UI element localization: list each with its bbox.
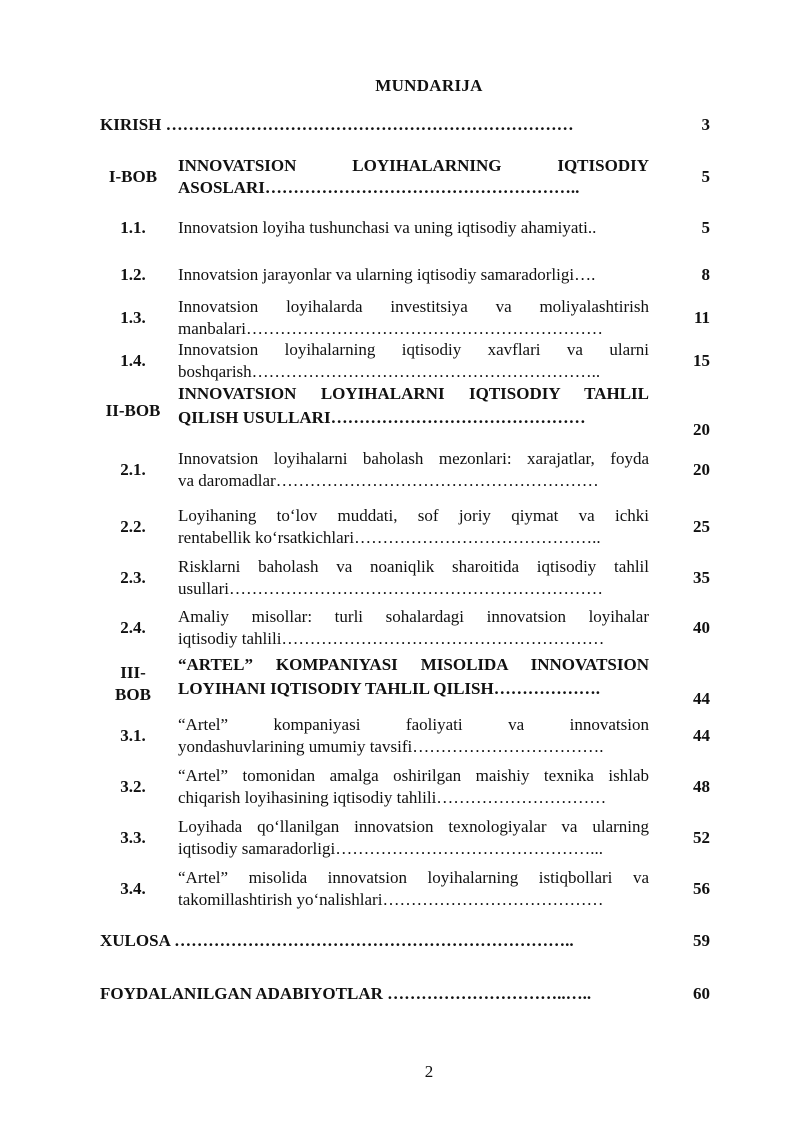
page-number: 2 <box>424 1062 434 1081</box>
toc-entry-bob1[interactable] <box>100 155 710 199</box>
entry-text-line1: Innovatsion loyihalarda investitsiya va moliyalashtirish <box>178 297 649 316</box>
entry-text-line2: QILISH USULLARI……………………………………… <box>178 408 586 427</box>
entry-text-line2: manbalari……………………………………………………… <box>178 319 603 338</box>
entry-number: 1.2. <box>120 265 146 284</box>
entry-page: 3 <box>701 115 710 134</box>
entry-page: 56 <box>693 879 710 898</box>
toc-entry-xulosa[interactable] <box>100 930 710 952</box>
entry-number: 3.2. <box>120 777 146 796</box>
toc-entry-1-2[interactable] <box>100 264 710 286</box>
entry-text-line1: INNOVATSION LOYIHALARNING IQTISODIY <box>178 156 649 175</box>
entry-text-line2: chiqarish loyihasining iqtisodiy tahlili………………………… <box>178 788 607 807</box>
entry-page: 40 <box>693 618 710 637</box>
entry-page: 20 <box>693 460 710 479</box>
entry-text-line2: yondashuvlarining umumiy tavsifi……………………………. <box>178 737 604 756</box>
toc-entry-2-1[interactable] <box>100 448 710 492</box>
entry-text: XULOSA …………………………………………………………….. <box>100 931 574 950</box>
entry-text-line2: iqtisodiy tahlili………………………………………………… <box>178 629 605 648</box>
toc-entry-adabiyotlar[interactable] <box>100 983 710 1005</box>
entry-text-line1: “Artel” misolida innovatsion loyihalarning istiqbollari va <box>178 868 649 887</box>
toc-entry-1-1[interactable] <box>100 217 710 239</box>
entry-text-line1: Risklarni baholash va noaniqlik sharoitida iqtisodiy tahlil <box>178 557 649 576</box>
entry-text: Innovatsion jarayonlar va ularning iqtisodiy samaradorligi…. <box>178 265 596 284</box>
toc-entry-bob3[interactable] <box>100 654 710 710</box>
entry-page: 11 <box>693 308 710 327</box>
entry-page: 48 <box>693 777 710 796</box>
entry-text-line1: Amaliy misollar: turli sohalardagi innovatsion loyihalar <box>178 607 649 626</box>
toc-entry-2-3[interactable] <box>100 556 710 600</box>
entry-number: 1.1. <box>120 218 146 237</box>
entry-text-line2: ASOSLARI……………………………………………….. <box>178 178 580 197</box>
entry-number: 2.2. <box>120 517 146 536</box>
entry-number: I-BOB <box>108 167 158 186</box>
entry-text-line1: Innovatsion loyihalarning iqtisodiy xavflari va ularni <box>178 340 649 359</box>
entry-text-line2: iqtisodiy samaradorligi………………………………………... <box>178 839 603 858</box>
entry-text-line1: “ARTEL” KOMPANIYASI MISOLIDA INNOVATSION <box>178 655 649 674</box>
entry-number: 3.3. <box>120 828 146 847</box>
entry-text-line1: “Artel” tomonidan amalga oshirilgan maishiy texnika ishlab <box>178 766 649 785</box>
entry-number: 3.4. <box>120 879 146 898</box>
toc-entry-3-3[interactable] <box>100 816 710 860</box>
entry-text-line2: usullari………………………………………………………… <box>178 579 603 598</box>
entry-page: 5 <box>701 167 710 186</box>
entry-page: 44 <box>693 726 710 745</box>
toc-entry-kirish[interactable] <box>100 114 710 136</box>
entry-text-line2: va daromadlar………………………………………………… <box>178 471 599 490</box>
toc-entry-bob2[interactable] <box>100 383 710 443</box>
toc-entry-1-3[interactable] <box>100 296 710 340</box>
entry-number: II-BOB <box>105 401 161 420</box>
entry-number-line1: III- <box>120 663 146 682</box>
entry-text: KIRISH ……………………………………………………………… <box>100 115 574 134</box>
entry-text-line1: Loyihada qo‘llanilgan innovatsion texnologiyalar va ularning <box>178 817 649 836</box>
entry-text-line1: Innovatsion loyihalarni baholash mezonlari: xarajatlar, foyda <box>178 449 649 468</box>
entry-text-line2: takomillashtirish yo‘nalishlari………………………………… <box>178 890 604 909</box>
entry-text: FOYDALANILGAN ADABIYOTLAR …………………………..….. <box>100 984 592 1003</box>
entry-text-line1: “Artel” kompaniyasi faoliyati va innovatsion <box>178 715 649 734</box>
toc-entry-3-1[interactable] <box>100 714 710 758</box>
entry-page: 52 <box>693 828 710 847</box>
entry-page: 15 <box>693 351 710 370</box>
entry-page: 25 <box>693 517 710 536</box>
entry-number: 1.4. <box>120 351 146 370</box>
toc-entry-2-4[interactable] <box>100 606 710 650</box>
entry-number: 2.1. <box>120 460 146 479</box>
entry-number: 2.3. <box>120 568 146 587</box>
entry-text-line2: boshqarish…………………………………………………….. <box>178 362 601 381</box>
toc-entry-3-2[interactable] <box>100 765 710 809</box>
entry-text: Innovatsion loyiha tushunchasi va uning iqtisodiy ahamiyati.. <box>178 218 597 237</box>
entry-text-line1: INNOVATSION LOYIHALARNI IQTISODIY TAHLIL <box>178 384 649 403</box>
entry-number: 3.1. <box>120 726 146 745</box>
entry-text-line1: Loyihaning to‘lov muddati, sof joriy qiymat va ichki <box>178 506 649 525</box>
entry-page: 35 <box>693 568 710 587</box>
toc-entry-1-4[interactable] <box>100 339 710 383</box>
entry-page: 20 <box>693 420 710 439</box>
entry-page: 8 <box>701 265 710 284</box>
entry-page: 44 <box>693 689 710 708</box>
entry-page: 59 <box>693 931 710 950</box>
entry-text-line2: LOYIHANI IQTISODIY TAHLIL QILISH………………. <box>178 679 600 698</box>
entry-page: 5 <box>701 218 710 237</box>
entry-number: 2.4. <box>120 618 146 637</box>
toc-title: MUNDARIJA <box>375 76 483 95</box>
entry-number-line2: BOB <box>115 685 151 704</box>
entry-number: 1.3. <box>120 308 146 327</box>
toc-entry-3-4[interactable] <box>100 867 710 911</box>
toc-entry-2-2[interactable] <box>100 505 710 549</box>
entry-text-line2: rentabellik ko‘rsatkichlari…………………………………….. <box>178 528 601 547</box>
entry-page: 60 <box>693 984 710 1003</box>
